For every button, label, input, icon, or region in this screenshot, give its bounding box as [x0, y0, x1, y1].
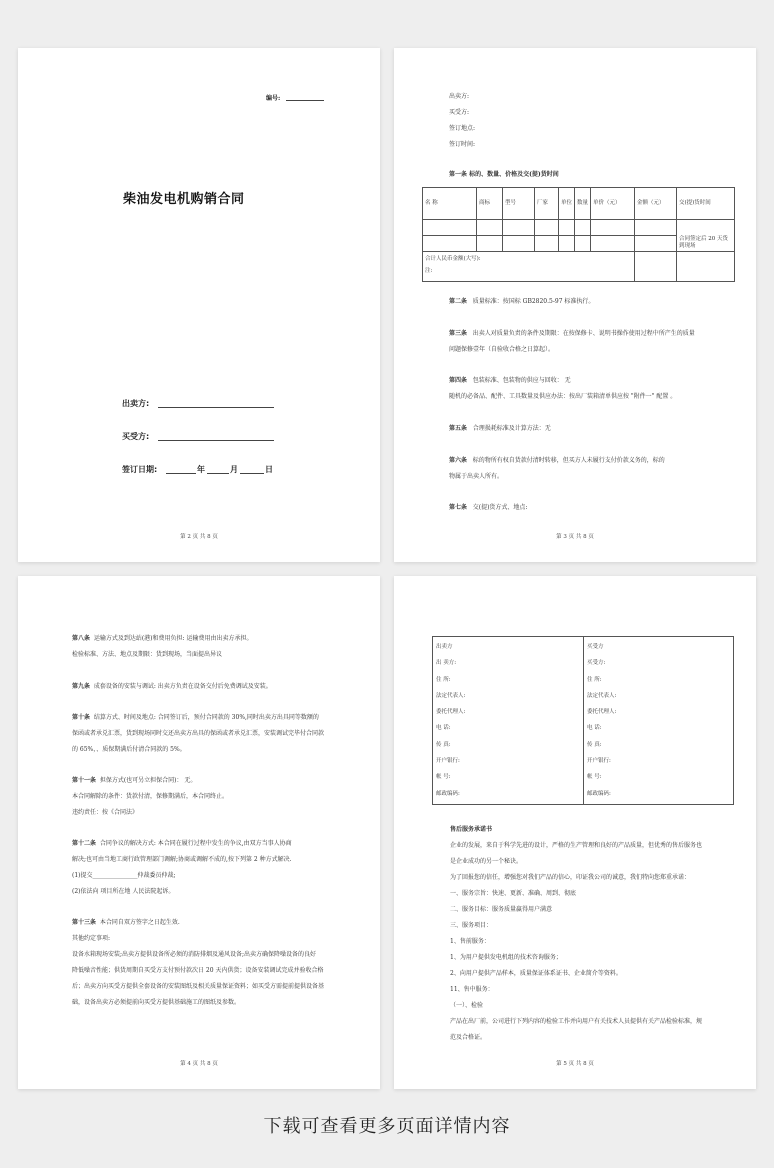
header-seller: 出卖方: — [449, 93, 470, 100]
year-label: 年 — [197, 465, 205, 474]
article-line — [72, 840, 292, 848]
contract-page-signatures-service — [394, 576, 756, 1089]
article-line: 保函或者承兑汇票，货到现场同时交还出卖方出具的保函或者承兑汇票，安装调试完毕付合同款 — [72, 730, 325, 737]
article-text: 运输方式及到达站(港)和费用负担: 运输费用由出卖方承担。 — [93, 635, 253, 642]
service-line: 范及合格证。 — [450, 1034, 487, 1041]
page-number: 第 3 页 共 8 页 — [556, 534, 594, 540]
article-text: 结算方式、时间及地点: 合同签订后，预付合同款的 30%,同时出卖方出具同等数额的 — [93, 714, 319, 721]
article-line: 解决;也可由当地工商行政管理部门调解;协商或调解不成的,按下列第 2 种方式解决. — [72, 856, 292, 863]
article-text: 本合同自双方签字之日起生效. — [99, 919, 180, 926]
article-line — [72, 635, 252, 643]
goods-table — [422, 187, 735, 282]
service-line: 企业的发展，来自于科学先进的设计，严格的生产管理和良好的产品质量，但优秀的售后服务也 — [450, 842, 703, 849]
article-label: 第四条 — [449, 377, 468, 384]
buyer-legal-rep-field: 法定代表人: — [587, 692, 617, 699]
article-text: 交(提)货方式、地点: — [472, 504, 528, 511]
buyer-agent-field: 委托代理人: — [587, 709, 617, 716]
table-header-cell: 金额（元） — [635, 188, 677, 220]
article-label: 第十二条 — [72, 840, 97, 847]
article-3-cont: 问题保修壹年（自验收合格之日算起）。 — [449, 346, 555, 353]
article-1-heading: 第一条 标的、数量、价格及交(提)货时间 — [449, 171, 559, 178]
article-label: 第十一条 — [72, 777, 97, 784]
day-label: 日 — [265, 465, 273, 474]
party-info-table — [432, 636, 734, 805]
buyer-fax-field: 传 真: — [587, 741, 602, 748]
contract-cover-page — [18, 48, 380, 562]
article-label: 第八条 — [72, 635, 91, 642]
table-header-cell: 商标 — [477, 188, 503, 220]
table-header-row — [423, 188, 735, 220]
buyer-info-cell — [584, 637, 734, 805]
buyer-address-field: 住 所: — [587, 676, 602, 683]
article-label: 第五条 — [449, 425, 468, 432]
article-label: 第二条 — [449, 298, 468, 305]
buyer-account-field: 帐 号: — [587, 774, 602, 781]
contract-title: 柴油发电机购销合同 — [123, 192, 245, 207]
year-underline — [166, 473, 196, 474]
buyer-heading: 买受方 — [587, 644, 604, 650]
article-line: (2)依法向 项目所在地 人民法院起诉。 — [72, 888, 175, 895]
seller-phone-field: 电 话: — [436, 725, 451, 732]
article-line — [72, 683, 272, 691]
article-line: 后；出卖方向买受方提供全套设备的安装图纸及相关质量保证资料；如买受方需提前提供设备基 — [72, 983, 325, 990]
article-label: 第七条 — [449, 504, 468, 511]
seller-postcode-field: 邮政编码: — [436, 790, 460, 797]
article-4 — [449, 377, 571, 385]
article-line: 设备水箱现场安装;出卖方提供设备所必须的消防排烟及通风设备;出卖方确保降噪设备的良好 — [72, 951, 317, 958]
buyer-underline — [158, 440, 274, 441]
buyer-name-field: 买受方: — [587, 660, 606, 667]
table-total-row — [423, 252, 735, 282]
article-text: 包装标准、包装物的供应与回收： 无 — [472, 377, 571, 384]
note-label: 注: — [425, 268, 433, 274]
service-line: 二、服务目标：服务质量赢得用户满意 — [450, 906, 553, 913]
download-more-caption: 下载可查看更多页面详情内容 — [263, 1116, 511, 1137]
service-line: 三、服务项目： — [450, 922, 493, 929]
table-header-cell: 厂家 — [535, 188, 559, 220]
seller-fax-field: 传 真: — [436, 741, 451, 748]
buyer-bank-field: 开户银行: — [587, 758, 611, 765]
article-line: 降低噪音性能；供货周期自买受方支付预付款次日 20 天内供货；设备安装调试完成并验收合格 — [72, 967, 324, 974]
month-underline — [207, 473, 229, 474]
article-text: 标的物所有权自货款付清时转移，但买方人未履行支付价款义务的，标的 — [472, 457, 665, 464]
service-line: 是企业成功的另一个秘诀。 — [450, 858, 523, 865]
contract-page-articles-1-7 — [394, 48, 756, 562]
service-line: 产品在出厂前，公司进行下列内容的检验工作并向用户有关技术人员提供有关产品检验标准，规 — [450, 1018, 703, 1025]
header-place: 签订地点: — [449, 125, 476, 132]
article-line: 其他约定事项: — [72, 935, 111, 942]
service-line: 一、服务宗旨：快速、更新、准确、周到、彻底 — [450, 890, 577, 897]
article-text: 担保方式(也可另立担保合同)： 无。 — [99, 777, 197, 784]
header-time: 签订时间: — [449, 141, 476, 148]
article-5 — [449, 425, 551, 433]
article-3 — [449, 330, 695, 338]
article-line: 违约责任：按《合同法》 — [72, 809, 139, 816]
seller-address-field: 住 所: — [436, 676, 451, 683]
party-info-row — [433, 637, 734, 805]
article-line: 检验标准、方法、地点及期限：货到现场，当面提出异议 — [72, 651, 223, 658]
table-header-cell: 交(提)货时间 — [677, 188, 735, 220]
article-line: 的 65%，、质保期满后付清合同款的 5%。 — [72, 746, 186, 753]
buyer-phone-field: 电 话: — [587, 725, 602, 732]
page-number: 第 2 页 共 8 页 — [180, 534, 218, 540]
article-line: (1)提交_______________仲裁委员仲裁; — [72, 872, 176, 879]
article-text: 合同争议的解决方式: 本合同在履行过程中发生的争议,由双方当事人协商 — [99, 840, 292, 847]
sign-date-label: 签订日期: — [122, 465, 158, 474]
article-line — [72, 714, 319, 722]
contract-page-articles-8-13 — [18, 576, 380, 1089]
seller-underline — [158, 407, 274, 408]
service-line: 2、向用户提供产品样本，质量保证体系证书、企业简介等资料。 — [450, 970, 622, 977]
table-header-cell: 数量 — [575, 188, 591, 220]
article-6-cont: 物属于出卖人所有。 — [449, 473, 504, 480]
service-line: 11、售中服务： — [450, 986, 494, 993]
article-line: 础，设备出卖方必须提前向买受方提供基础施工的图纸及参数。 — [72, 999, 241, 1006]
article-label: 第十条 — [72, 714, 91, 721]
article-4-cont: 随机的必备品、配件、工具数量及供应办法：按出厂装箱清单供应按 "附件一" 配置 。 — [449, 393, 677, 400]
article-line: 本合同解除的条件：货款付清，保修期满后，本合同终止。 — [72, 793, 229, 800]
article-text: 质量标准：按国标 GB2820.5-97 标准执行。 — [472, 298, 595, 305]
month-label: 月 — [230, 465, 238, 474]
number-underline — [286, 100, 324, 101]
article-label: 第三条 — [449, 330, 468, 337]
table-header-cell: 型号 — [503, 188, 535, 220]
seller-bank-field: 开户银行: — [436, 758, 460, 765]
header-buyer: 买受方: — [449, 109, 470, 116]
service-line: 1、售前服务： — [450, 938, 490, 945]
seller-account-field: 帐 号: — [436, 774, 451, 781]
article-text: 成套设备的安装与调试: 出卖方负责在设备交付后免费调试及安装。 — [93, 683, 272, 690]
article-2 — [449, 298, 594, 306]
article-text: 合理损耗标准及计算方法：无 — [472, 425, 551, 432]
seller-legal-rep-field: 法定代表人: — [436, 692, 466, 699]
article-label: 第九条 — [72, 683, 91, 690]
service-line: 为了回报您的信任，增强您对我们产品的信心，印证我公司的诚意，我们特向您郑重承诺： — [450, 874, 691, 881]
buyer-postcode-field: 邮政编码: — [587, 790, 611, 797]
day-underline — [240, 473, 264, 474]
article-line — [72, 777, 196, 785]
table-header-cell: 名 称 — [423, 188, 477, 220]
contract-number-label: 编号: — [266, 95, 281, 102]
article-text: 出卖人对质量负责的条件及期限：在按保修卡、说明书操作使用过程中所产生的质量 — [472, 330, 695, 337]
seller-heading: 出卖方 — [436, 644, 453, 650]
seller-label: 出卖方: — [122, 399, 150, 408]
article-label: 第六条 — [449, 457, 468, 464]
article-label: 第十三条 — [72, 919, 97, 926]
page-number: 第 4 页 共 8 页 — [180, 1061, 218, 1067]
article-line — [72, 919, 180, 927]
article-7 — [449, 504, 527, 512]
delivery-time-cell: 合同签定后 20 天货到现场 — [677, 220, 735, 252]
service-title: 售后服务承诺书 — [450, 826, 493, 833]
table-header-cell: 单位 — [559, 188, 575, 220]
service-line: （一）、检验 — [450, 1002, 484, 1009]
table-total-cell — [423, 252, 635, 282]
buyer-label: 买受方: — [122, 432, 150, 441]
article-6 — [449, 457, 665, 465]
total-amount-label: 合计人民币金额(大写): — [425, 256, 481, 262]
page-number: 第 5 页 共 8 页 — [556, 1061, 594, 1067]
seller-agent-field: 委托代理人: — [436, 709, 466, 716]
seller-name-field: 出 卖方: — [436, 660, 457, 667]
table-header-cell: 单价（元） — [591, 188, 635, 220]
service-line: 1、为用户提供发电机组的技术咨询服务； — [450, 954, 562, 961]
seller-info-cell — [433, 637, 584, 805]
table-row — [423, 220, 735, 236]
